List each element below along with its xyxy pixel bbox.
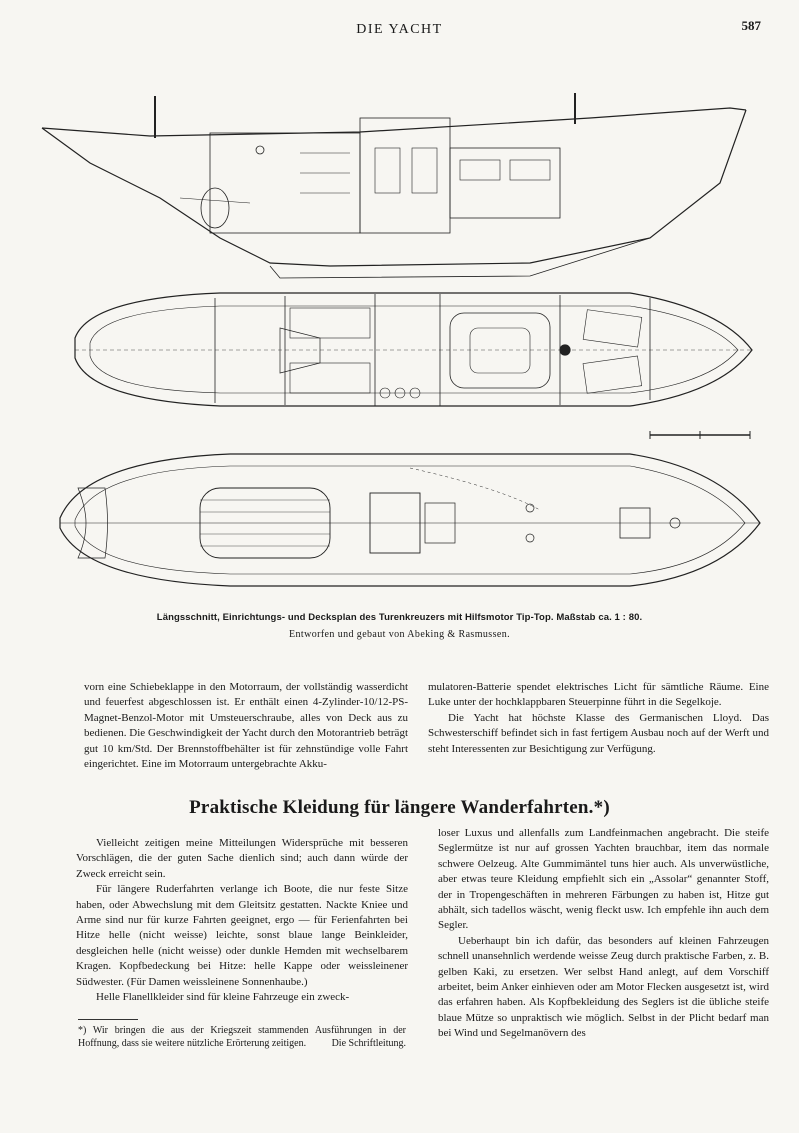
longitudinal-section	[42, 93, 746, 278]
footnote-text: *) Wir bringen die aus der Kriegszeit stammenden Ausführungen in der Hoffnung, dass sie weitere nützliche Erörterung zeitigen.	[78, 1025, 406, 1049]
top-column-right	[428, 680, 769, 757]
running-header: DIE YACHT	[356, 22, 443, 37]
article-left-paragraph-3: Helle Flanellkleider sind für kleine Fahrzeuge ein zweck-	[96, 991, 350, 1004]
article-left-paragraph-1: Vielleicht zeitigen meine Mitteilungen Widersprüche mit besseren Vorschlägen, die der guten Sache dienlich sind; auch dann würde der Zweck erreicht sein.	[76, 837, 408, 880]
footnote-divider	[78, 1019, 138, 1020]
article-heading: Praktische Kleidung für längere Wanderfahrten.*)	[189, 797, 610, 818]
article-right-paragraph-2: Ueberhaupt bin ich dafür, das besonders auf kleinen Fahrzeugen schnell unansehnlich werdende weisse Zeug durch praktische Farben, z. B. gelben Kaki, zu ersetzen. Wer selbst Hand anlegt, auf dem Vorschiff arbeitet, beim Anker einhieven oder am Motor Flecken ausgesetzt ist, wird das erfahren haben. Als Kopfbekleidung des Seglers ist die übliche steife blaue Mütze so unpraktisch wie möglich. Selbst in der Plicht bedarf man bei Wind und Segelmanövern des	[438, 934, 769, 1040]
top-right-paragraph-2: Die Yacht hat höchste Klasse des Germanischen Lloyd. Das Schwesterschiff befindet sich in fast fertigem Ausbau noch auf der Werft und steht Interessenten zur Besichtigung zur Verfügung.	[428, 711, 769, 755]
footnote	[78, 1024, 406, 1050]
top-left-paragraph: vorn eine Schiebeklappe in den Motorraum, der vollständig wasserdicht und feuerfest abgeschlossen ist. Er enthält einen 4-Zylinder-10/12-PS-Magnet-Benzol-Motor mit Umsteuerschraube, alles von Deck aus zu bedienen. Die Geschwindigkeit der Yacht durch den Motorantrieb beträgt gut 10 km/Std. Der Brennstoffbehälter ist für zehnstündige volle Fahrt eingerichtet. Eine im Motorraum untergebrachte Akku-	[84, 681, 408, 771]
caption-scale: Maßstab ca. 1 : 80.	[556, 612, 643, 623]
caption-text: Längsschnitt, Einrichtungs- und Decksplan des Turenkreuzers mit Hilfsmotor Tip-Top.	[156, 612, 554, 623]
top-right-paragraph-1: mulatoren-Batterie spendet elektrisches Licht für sämtliche Räume. Eine Luke unter der hochklappbaren Steuerpinne führt in die Segelkoje.	[428, 681, 769, 709]
article-column-left	[76, 836, 408, 1005]
figure-caption	[0, 612, 799, 623]
top-column-left	[84, 680, 408, 772]
article-right-paragraph-1: loser Luxus und allenfalls zum Landfeinmachen angebracht. Die steife Seglermütze ist nur auf grossen Yachten brauchbar, item das normale schwere Oelzeug. Alte Gummimäntel tuns hier auch. Als unverwüstliche, aber etwas teure Kleidung empfiehlt sich ein „Assolar“ genannter Stoff, der in Tropengeschäften in mehreren Färbungen zu haben ist, Hitze gut abhält, sich tadellos wäscht, wenig fleckt usw. Ich empfehle ihn auch dem Segler.	[438, 827, 769, 932]
deck-plan	[60, 454, 760, 586]
footnote-signature: Die Schriftleitung.	[331, 1038, 406, 1049]
yacht-plan-drawing	[30, 88, 770, 608]
article-column-right	[438, 826, 769, 1042]
article-left-paragraph-2: Für längere Ruderfahrten verlange ich Boote, die nur feste Sitze haben, oder Abwechslung mit dem Gleitsitz gestatten. Nackte Kniee und Arme sind nur für kurze Fahrten geeignet, ergo — für Ferienfahrten bei Hitze helle (nicht weisse) leichte, sonst blaue lange Beinkleider, desgleichen helle (nicht weisse) oder dunkle Hemden mit wechselbarem Kragen. Kopfbedeckung bei Hitze: helle Kappe oder weissleinener Südwester. (Für Damen weissleinene Sonnenhaube.)	[76, 883, 408, 988]
page-number: 587	[741, 18, 761, 33]
figure-subcaption: Entworfen und gebaut von Abeking & Rasmussen.	[288, 629, 511, 640]
accommodation-plan	[75, 293, 752, 406]
